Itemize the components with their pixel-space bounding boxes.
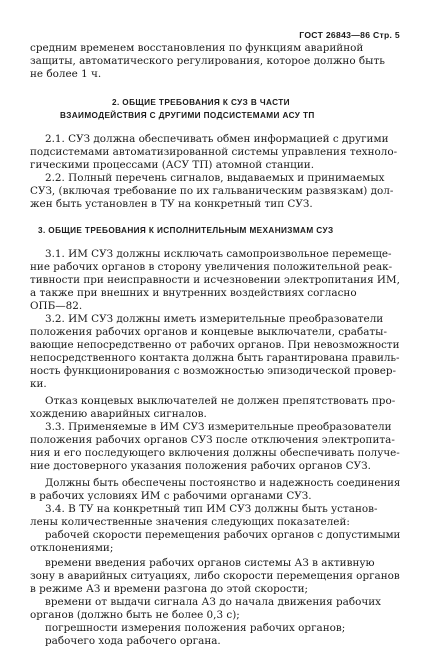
body-text-line: не более 1 ч. (30, 68, 102, 80)
section-heading-line: 3. ОБЩИЕ ТРЕБОВАНИЯ К ИСПОЛНИТЕЛЬНЫМ МЕХАНИЗМАМ СУЗ (38, 226, 334, 235)
body-text-line: 2.1. СУЗ должна обеспечивать обмен информацией с другими (45, 133, 389, 145)
body-text-line: СУЗ, (включая требование по их гальваническим развязкам) дол- (30, 185, 394, 197)
body-text-line: ние достоверного указания положения рабочих органов СУЗ. (30, 460, 371, 472)
body-text-line: лены количественные значения следующих показателей: (30, 516, 350, 528)
body-text-line: вающие непосредственно от рабочих органов. При невозможности (30, 339, 400, 351)
body-text-line: погрешности измерения положения рабочих органов; (45, 622, 346, 634)
body-text-line: подсистемами автоматизированной системы управления техноло- (30, 146, 398, 158)
body-text-line: положения рабочих органов СУЗ после отключения электропита- (30, 434, 395, 446)
body-text-line: 3.4. В ТУ на конкретный тип ИМ СУЗ должны быть установ- (45, 503, 378, 515)
body-text-line: непосредственного контакта должна быть гарантирована правиль- (30, 352, 400, 364)
body-text-line: Отказ концевых выключателей не должен препятствовать про- (45, 395, 396, 407)
body-text-line: гическими процессами (АСУ ТП) атомной станции. (30, 159, 314, 171)
body-text-line: 3.3. Применяемые в ИМ СУЗ измерительные преобразователи (45, 421, 392, 433)
body-text-line: зону в аварийных ситуациях, либо скорости перемещения органов (30, 570, 400, 582)
body-text-line: рабочего хода рабочего органа. (45, 635, 221, 647)
body-text-line: ки. (30, 378, 47, 390)
body-text-line: Должны быть обеспечены постоянство и надежность соединения (45, 477, 401, 489)
body-text-line: органов (должно быть не более 0,3 с); (30, 609, 240, 621)
body-text-line: в режиме АЗ и времени разгона до этой скорости; (30, 583, 308, 595)
section-heading-line: ВЗАИМОДЕЙСТВИЯ С ДРУГИМИ ПОДСИСТЕМАМИ АСУ ТП (60, 111, 315, 120)
body-text-line: рабочей скорости перемещения рабочих органов с допустимыми (45, 529, 401, 541)
body-text-line: 3.1. ИМ СУЗ должны исключать самопроизвольное перемеще- (45, 248, 392, 260)
body-text-line: 2.2. Полный перечень сигналов, выдаваемых и принимаемых (45, 172, 385, 184)
document-page (30, 0, 400, 650)
body-text-line: в рабочих условиях ИМ с рабочими органами СУЗ. (30, 490, 312, 502)
body-text-line: средним временем восстановления по функциям аварийной (30, 42, 364, 54)
section-heading-line: 2. ОБЩИЕ ТРЕБОВАНИЯ К СУЗ В ЧАСТИ (112, 98, 290, 107)
body-text-line: ния и его последующего включения должны обеспечивать получе- (30, 447, 400, 459)
body-text-line: ность функционирования с возможностью эпизодической провер- (30, 365, 397, 377)
body-text-line: отклонениями; (30, 542, 114, 554)
body-text-line: защиты, автоматического регулирования, которое должно быть (30, 55, 385, 67)
body-text-line: а также при внешних и внутренних воздействиях согласно (30, 287, 357, 299)
page-header: ГОСТ 26843—86 Стр. 5 (299, 30, 400, 40)
body-text-line: ОПБ—82. (30, 300, 83, 312)
body-text-line: 3.2. ИМ СУЗ должны иметь измерительные преобразователи (45, 313, 384, 325)
body-text-line: времени введения рабочих органов системы АЗ в активную (45, 557, 375, 569)
body-text-line: ние рабочих органов в сторону увеличения положительной реак- (30, 261, 393, 273)
body-text-line: жен быть установлен в ТУ на конкретный тип СУЗ. (30, 198, 313, 210)
body-text-line: хождению аварийных сигналов. (30, 408, 207, 420)
body-text-line: тивности при неисправности и исчезновении электропитания ИМ, (30, 274, 400, 286)
body-text-line: времени от выдачи сигнала АЗ до начала движения рабочих (45, 596, 382, 608)
body-text-line: положения рабочих органов и концевые выключатели, срабаты- (30, 326, 387, 338)
